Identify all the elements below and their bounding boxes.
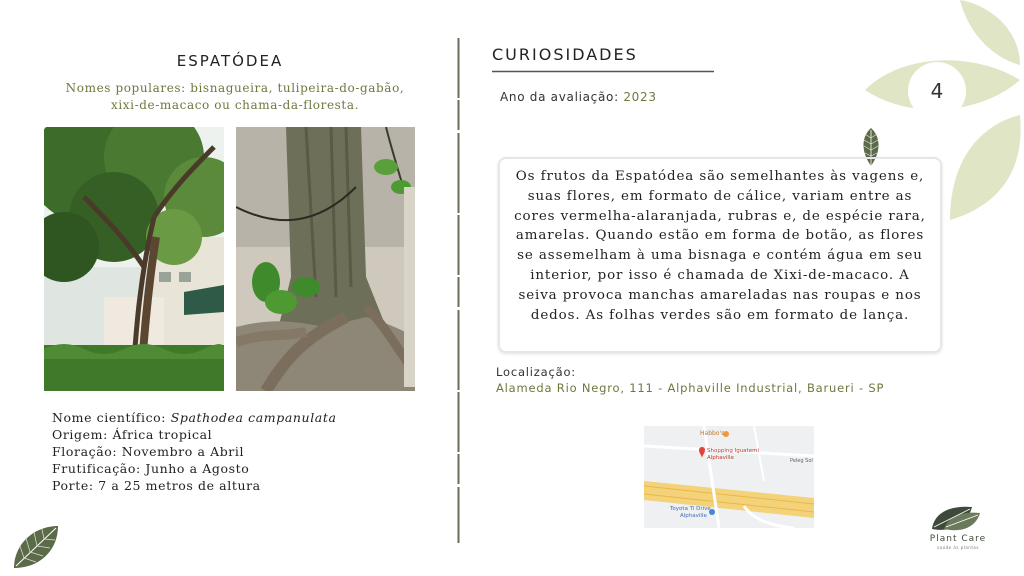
popular-names-line-2: xixi-de-macaco ou chama-da-floresta. — [110, 98, 359, 112]
evaluation-year-value: 2023 — [623, 90, 657, 104]
popular-names-line-1: Nomes populares: bisnagueira, tulipeira-do-gabão, — [65, 81, 405, 95]
tree-photo-canopy — [44, 127, 224, 391]
map-label-shopping-2: Alphaville — [707, 455, 734, 461]
species-info — [52, 409, 337, 494]
curiosities-title: CURIOSIDADES — [492, 45, 638, 64]
plant-care-logo-icon — [930, 503, 982, 533]
map-label-habbos: Habbo's — [700, 430, 725, 437]
map-label-toyota-2: Alphaville — [680, 513, 707, 519]
origin-row: Origem: África tropical — [52, 427, 213, 442]
column-divider — [457, 38, 460, 543]
location-map[interactable] — [644, 426, 814, 528]
species-title: ESPATÓDEA — [176, 52, 284, 70]
location-address: Alameda Rio Negro, 111 - Alphaville Industrial, Barueri - SP — [496, 381, 885, 395]
page-number: 4 — [930, 79, 944, 103]
decorative-leaf-bottom-left — [10, 522, 62, 570]
popular-names — [50, 80, 420, 114]
evaluation-year-label: Ano da avaliação: — [500, 90, 619, 104]
evaluation-year — [500, 90, 657, 104]
location-label: Localização: — [496, 365, 576, 379]
map-label-shopping-1: Shopping Iguatemi — [707, 448, 759, 454]
curiosities-text: Os frutos da Espatódea são semelhantes às vagens e, suas flores, em formato de cálice, variam entre as cores vermelha-alaranjada, rubras e, de espécie rara, amarelas. Quando estão em forma de botão, as flores se assemelham à uma bisnaga e contém água em seu interior, por isso é chamada de Xixi-de-macaco. A seiva provoca manchas amareladas nas roupas e nos dedos. As folhas verdes são em formato de lança. — [514, 169, 926, 323]
curiosities-underline — [492, 70, 714, 73]
scientific-name-value: Spathodea campanulata — [170, 410, 337, 425]
scientific-name-label: Nome científico: — [52, 410, 167, 425]
plant-care-logo-name: Plant Care — [929, 534, 987, 544]
plant-care-logo-tagline: saúde às plantas — [937, 545, 979, 550]
size-row: Porte: 7 a 25 metros de altura — [52, 478, 261, 493]
flowering-row: Floração: Novembro a Abril — [52, 444, 245, 459]
tree-photo-trunk — [236, 127, 415, 391]
scientific-name-row — [52, 409, 337, 426]
curiosities-text-box — [498, 157, 942, 353]
map-label-road: Peleg Sol — [790, 458, 813, 464]
fruiting-row: Frutificação: Junho a Agosto — [52, 461, 250, 476]
map-label-toyota-1: Toyota Ti Drive — [670, 506, 711, 512]
